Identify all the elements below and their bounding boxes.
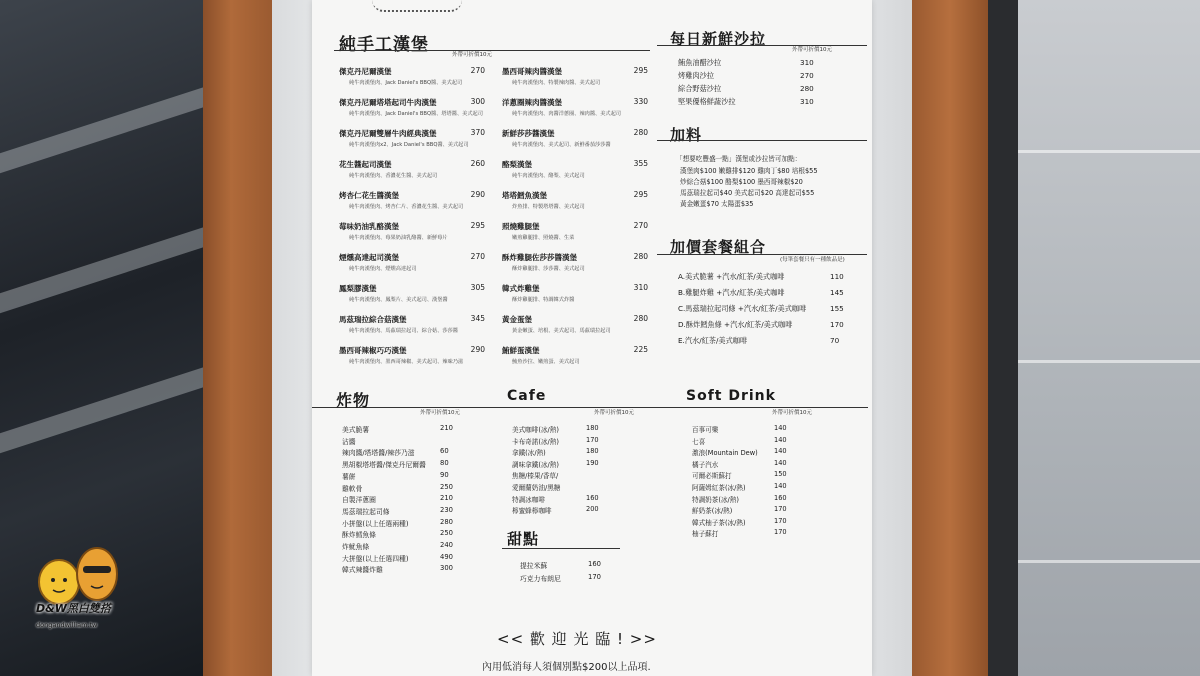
- combo-price: 155: [830, 304, 844, 313]
- combo-price: 170: [830, 320, 844, 329]
- burgers-rule: [334, 50, 650, 51]
- item-price: 60: [440, 447, 449, 456]
- decorative-dots: [372, 0, 462, 12]
- drinks-title: Soft Drink: [686, 388, 776, 404]
- item-name: 黑胡椒塔塔醬/傑克丹尼爾醬: [342, 461, 426, 470]
- combo-item: [678, 272, 844, 282]
- menu-row: [512, 424, 599, 434]
- item-name: 墨西哥辣椒巧巧漢堡: [339, 346, 407, 355]
- dessert-rule: [502, 548, 620, 549]
- item-name: 照燒雞腿堡: [502, 222, 540, 231]
- menu-item: [339, 283, 485, 303]
- item-name: 酥炸雞腿佐莎莎醬漢堡: [502, 253, 577, 262]
- item-description: 純牛肉漢堡肉、美式起司、新鮮番茄莎莎醬: [512, 142, 611, 148]
- menu-item: [502, 128, 648, 148]
- menu-row: [692, 505, 787, 516]
- item-name: 鳳梨膠漢堡: [339, 284, 377, 293]
- addon-line: 馬茲瑞拉起司$40 美式起司$20 高達起司$55: [680, 189, 815, 197]
- item-name: 酥炸鱈魚條: [342, 531, 376, 540]
- easel-frame-right: [912, 0, 988, 676]
- menu-item: [502, 190, 648, 210]
- item-name: 大拼盤(以上任選四種): [342, 554, 409, 563]
- item-price: 250: [440, 529, 453, 538]
- menu-row: [342, 541, 453, 551]
- item-name: 橘子汽水: [692, 460, 719, 469]
- menu-item: [502, 66, 648, 86]
- menu-row: [692, 458, 787, 469]
- item-name: 炸魷魚條: [342, 543, 370, 551]
- menu-item: [502, 345, 648, 365]
- addons-title: 加料: [670, 126, 703, 144]
- item-price: 150: [774, 470, 787, 479]
- item-price: 230: [440, 505, 453, 514]
- menu-row: [512, 493, 599, 504]
- menu-row: [342, 447, 449, 458]
- logo-url: dongandwilliam.tw: [36, 621, 98, 629]
- menu-row: [692, 528, 787, 539]
- dessert-title: 甜點: [507, 530, 540, 548]
- menu-item: [339, 345, 485, 365]
- item-name: 卡布奇諾(冰/熱): [512, 437, 559, 446]
- menu-row: [678, 58, 814, 68]
- item-description: 純牛肉漢堡肉、馬茲瑞拉起司、綜合菇、莎莎醬: [349, 328, 458, 334]
- item-name: 傑克丹尼爾塔塔起司牛肉漢堡: [339, 98, 437, 107]
- burgers-note: 外帶可折價10元: [452, 52, 492, 58]
- item-description: 純牛肉漢堡肉、Jack Daniel's BBQ醬、塔塔醬、美式起司: [349, 111, 483, 117]
- combo-price: 70: [830, 336, 840, 345]
- burgers-title: 純手工漢堡: [339, 35, 429, 55]
- item-name: 馬茲瑞拉起司條: [342, 507, 390, 516]
- item-name: 韓式辣醬炸雞: [342, 566, 383, 575]
- addons-intro: 「想要吃豐盛一點」漢堡或沙拉皆可加點：: [676, 155, 802, 163]
- item-price: 310: [800, 97, 814, 106]
- combo-price: 110: [830, 272, 844, 281]
- item-name: 可爾必斯蘇打: [692, 472, 732, 481]
- item-name: 莓味奶油乳酪漢堡: [339, 222, 399, 231]
- menu-row: [342, 529, 453, 540]
- item-name: 洋蔥圈辣肉醬漢堡: [502, 98, 562, 107]
- item-name: 檸蜜蜂檸咖啡: [512, 507, 552, 516]
- menu-row: [692, 482, 787, 492]
- fried-title: 炸物: [336, 391, 371, 410]
- combo-name: D.酥炸鱈魚條 +汽水/紅茶/美式咖啡: [678, 320, 793, 329]
- item-name: 鮪鮮蛋漢堡: [502, 346, 540, 355]
- menu-row: [520, 573, 601, 583]
- sidewalk-line: [1018, 560, 1200, 563]
- item-description: 鮪魚沙拉、嫩煎蛋、美式起司: [512, 359, 580, 365]
- item-price: 345: [470, 314, 485, 323]
- item-description: 黃金嫩蛋、培根、美式起司、馬茲瑞拉起司: [512, 328, 611, 334]
- menu-row: [512, 470, 558, 480]
- sidewalk-line: [1018, 150, 1200, 153]
- menu-row: [342, 505, 453, 516]
- item-name: 激浪(Mountain Dew): [692, 449, 758, 458]
- item-price: 170: [588, 573, 601, 581]
- menu-item: [339, 252, 485, 272]
- item-description: 純牛肉漢堡肉、鳳梨片、美式起司、漢堡醬: [349, 297, 448, 303]
- item-price: 280: [633, 128, 648, 137]
- menu-item: [339, 159, 485, 179]
- cafe-title: Cafe: [507, 388, 547, 404]
- menu-row: [512, 447, 599, 458]
- item-name: 烤雞肉沙拉: [678, 71, 714, 80]
- item-price: 180: [586, 424, 599, 432]
- sidewalk-line: [1018, 360, 1200, 363]
- item-name: 百事可樂: [692, 426, 719, 434]
- item-description: 純牛肉漢堡肉、莓果奶油乳酪醬、新鮮莓片: [349, 235, 448, 241]
- item-name: 韓式柚子茶(冰/熱): [692, 518, 746, 527]
- menu-row: [342, 494, 453, 505]
- item-price: 240: [440, 541, 453, 549]
- menu-row: [692, 435, 787, 446]
- item-price: 270: [470, 66, 485, 75]
- item-name: 七喜: [692, 437, 706, 446]
- item-name: 傑克丹尼爾雙層牛肉經典漢堡: [339, 129, 437, 138]
- item-price: 280: [633, 252, 648, 261]
- item-price: 370: [470, 128, 485, 137]
- item-name: 特調奶茶(冰/熱): [692, 495, 739, 504]
- item-name: 鮮奶茶(冰/熱): [692, 507, 733, 516]
- item-name: 辣肉醬/塔塔醬/辣莎乃滋: [342, 449, 415, 458]
- menu-paper: [312, 0, 872, 676]
- menu-item: [502, 221, 648, 241]
- item-price: 210: [440, 424, 453, 432]
- item-price: 190: [586, 458, 599, 467]
- menu-item: [502, 314, 648, 334]
- item-price: 330: [633, 97, 648, 106]
- menu-row: [512, 458, 599, 469]
- menu-row: [692, 447, 787, 458]
- item-price: 80: [440, 459, 449, 468]
- menu-row: [512, 505, 599, 516]
- addon-line: 炒綜合菇$100 酪梨$100 墨西哥辣椒$20: [680, 178, 803, 186]
- item-price: 290: [470, 345, 485, 354]
- item-name: 阿薩姆紅茶(冰/熱): [692, 484, 746, 492]
- item-description: 純牛肉漢堡肉、特製辣肉醬、美式起司: [512, 80, 601, 86]
- item-price: 170: [774, 528, 787, 537]
- item-name: 巧克力布朗尼: [520, 575, 561, 583]
- menu-item: [339, 314, 485, 334]
- item-name: 新鮮莎莎醬漢堡: [502, 129, 555, 138]
- menu-item: [339, 97, 485, 117]
- item-name: 煙燻高達起司漢堡: [339, 253, 399, 262]
- item-price: 280: [800, 84, 814, 93]
- salads-title: 每日新鮮沙拉: [670, 30, 767, 48]
- item-name: 提拉米蘇: [520, 562, 548, 570]
- cafe-note: 外帶可折價10元: [594, 410, 634, 416]
- menu-item: [502, 252, 648, 272]
- menu-row: [342, 564, 453, 575]
- item-name: 黃金蛋堡: [502, 315, 532, 324]
- item-description: 純牛肉漢堡肉x2、Jack Daniel's BBQ醬、美式起司: [349, 142, 469, 148]
- combos-title: 加價套餐組合: [670, 238, 767, 256]
- easel-frame-left: [203, 0, 273, 676]
- salads-note: 外帶可折價10元: [792, 47, 832, 53]
- menu-row: [342, 517, 453, 528]
- item-name: 柚子蘇打: [692, 530, 719, 539]
- item-price: 280: [440, 517, 453, 526]
- item-price: 250: [440, 482, 453, 491]
- item-price: 270: [470, 252, 485, 261]
- glass-reflection: [0, 87, 205, 174]
- menu-row: [692, 493, 787, 504]
- item-description: 炸魚排、特製塔塔醬、美式起司: [512, 204, 585, 210]
- item-name: 堅果優格鮮蔬沙拉: [678, 97, 736, 106]
- menu-row: [692, 516, 787, 527]
- item-name: 烤杏仁花生醬漢堡: [339, 191, 399, 200]
- item-name: 薯餅: [342, 472, 356, 481]
- item-name: 傑克丹尼爾漢堡: [339, 67, 392, 76]
- combo-item: [678, 288, 844, 298]
- item-description: 酥炸雞腿排、莎莎醬、美式起司: [512, 266, 585, 272]
- menu-row: [692, 470, 787, 481]
- item-price: 170: [774, 516, 787, 525]
- item-price: 300: [440, 564, 453, 573]
- menu-item: [502, 283, 648, 303]
- item-price: 140: [774, 424, 787, 432]
- item-price: 90: [440, 470, 449, 479]
- item-price: 270: [800, 71, 814, 80]
- menu-row: [678, 84, 814, 94]
- item-name: 調味拿鐵(冰/熱): [512, 460, 559, 469]
- menu-item: [502, 159, 648, 179]
- item-name: 韓式炸雞堡: [502, 284, 540, 293]
- item-description: 嫩煎雞腿排、照燒醬、生菜: [512, 235, 575, 241]
- addons-rule: [657, 140, 867, 141]
- item-price: 140: [774, 458, 787, 467]
- drinks-note: 外帶可折價10元: [772, 410, 812, 416]
- menu-row: [342, 436, 356, 446]
- item-price: 160: [586, 493, 599, 502]
- item-price: 295: [470, 221, 485, 230]
- item-name: 愛爾蘭奶油/黑糖: [512, 484, 561, 492]
- item-name: 塔塔鱈魚漢堡: [502, 191, 547, 200]
- addon-line: 漢堡肉$100 嫩雞排$120 雞肉丁$80 培根$55: [680, 167, 818, 175]
- welcome-text: << 歡 迎 光 臨 ! >>: [497, 630, 657, 648]
- item-price: 300: [470, 97, 485, 106]
- item-name: 自製洋蔥圈: [342, 496, 376, 505]
- combo-item: [678, 336, 840, 346]
- item-price: 295: [633, 190, 648, 199]
- sidewalk: [1018, 0, 1200, 676]
- item-name: 酪梨漢堡: [502, 160, 532, 169]
- item-price: 490: [440, 552, 453, 561]
- item-name: 鮪魚油醋沙拉: [678, 58, 722, 67]
- menu-row: [342, 482, 453, 493]
- item-description: 純牛肉漢堡肉、香濃花生醬、美式起司: [349, 173, 438, 179]
- menu-row: [342, 424, 453, 434]
- menu-row: [342, 459, 449, 470]
- menu-item: [339, 190, 485, 210]
- combos-note: (每筆套餐只有一種飲品是): [780, 257, 845, 263]
- menu-item: [339, 221, 485, 241]
- menu-row: [512, 435, 599, 446]
- item-price: 355: [633, 159, 648, 168]
- item-price: 170: [774, 505, 787, 514]
- menu-row: [512, 482, 560, 492]
- item-price: 225: [633, 345, 648, 354]
- item-price: 160: [588, 560, 601, 568]
- item-name: 綜合野菇沙拉: [678, 84, 722, 93]
- item-description: 純牛肉漢堡肉、烤杏仁片、香濃花生醬、美式起司: [349, 204, 464, 210]
- item-name: 花生醬起司漢堡: [339, 160, 392, 169]
- addon-line: 黃金嫩蛋$70 太陽蛋$35: [680, 200, 754, 208]
- item-price: 210: [440, 494, 453, 503]
- combo-item: [678, 320, 844, 330]
- combo-item: [678, 304, 844, 314]
- menu-item: [339, 66, 485, 86]
- glass-reflection: [0, 367, 205, 454]
- item-price: 260: [470, 159, 485, 168]
- item-name: 雞軟骨: [342, 484, 363, 493]
- item-price: 200: [586, 505, 599, 514]
- menu-row: [692, 424, 787, 434]
- item-name: 焦糖/榛果/香草/: [512, 472, 559, 481]
- item-name: 拿鐵(冰/熱): [512, 449, 546, 458]
- item-name: 小拼盤(以上任選兩種): [342, 519, 409, 528]
- item-description: 純牛肉漢堡肉、Jack Daniel's BBQ醬、美式起司: [349, 80, 463, 86]
- item-name: 墨西哥辣肉醬漢堡: [502, 67, 562, 76]
- item-price: 280: [633, 314, 648, 323]
- menu-row: [342, 552, 453, 563]
- item-price: 140: [774, 482, 787, 490]
- menu-item: [502, 97, 648, 117]
- item-price: 160: [774, 493, 787, 502]
- item-price: 270: [633, 221, 648, 230]
- item-name: 美式咖啡(冰/熱): [512, 426, 559, 434]
- item-description: 純牛肉漢堡肉、肉醬洋蔥圈、辣肉醬、美式起司: [512, 111, 621, 117]
- item-description: 純牛肉漢堡肉、煙燻高達起司: [349, 266, 417, 272]
- combo-name: A.美式脆薯 +汽水/紅茶/美式咖啡: [678, 272, 785, 281]
- item-description: 純牛肉漢堡肉、墨西哥辣椒、美式起司、辣味乃滋: [349, 359, 464, 365]
- pillar: [988, 0, 1018, 676]
- menu-row: [678, 97, 814, 107]
- menu-row: [678, 71, 814, 81]
- logo-text: D&W黑白雙搭: [36, 602, 111, 615]
- item-price: 305: [470, 283, 485, 292]
- minimum-charge-note: 內用低消每人須個別點$200以上品項.: [482, 662, 651, 673]
- item-price: 180: [586, 447, 599, 456]
- item-price: 310: [633, 283, 648, 292]
- combo-price: 145: [830, 288, 844, 297]
- item-price: 290: [470, 190, 485, 199]
- item-name: 特調冰咖啡: [512, 495, 545, 504]
- menu-item: [339, 128, 485, 148]
- combo-name: C.馬茲瑞拉起司條 +汽水/紅茶/美式咖啡: [678, 304, 807, 313]
- item-description: 純牛肉漢堡肉、酪梨、美式起司: [512, 173, 585, 179]
- combo-name: B.雞腿炸雞 +汽水/紅茶/美式咖啡: [678, 288, 785, 297]
- item-price: 310: [800, 58, 814, 67]
- fried-note: 外帶可折價10元: [420, 410, 460, 416]
- item-price: 295: [633, 66, 648, 75]
- menu-row: [520, 560, 601, 570]
- item-price: 140: [774, 435, 787, 444]
- item-name: 沾醬: [342, 437, 356, 446]
- salads-rule: [657, 45, 867, 46]
- item-name: 馬茲瑞拉綜合菇漢堡: [339, 315, 407, 324]
- item-price: 170: [586, 435, 599, 444]
- item-price: 140: [774, 447, 787, 456]
- combo-name: E.汽水/紅茶/美式咖啡: [678, 336, 748, 345]
- item-name: 美式脆薯: [342, 426, 370, 434]
- glass-reflection: [0, 227, 205, 314]
- menu-row: [342, 470, 449, 481]
- item-description: 酥炸雞腿排、特調韓式炸醬: [512, 297, 575, 303]
